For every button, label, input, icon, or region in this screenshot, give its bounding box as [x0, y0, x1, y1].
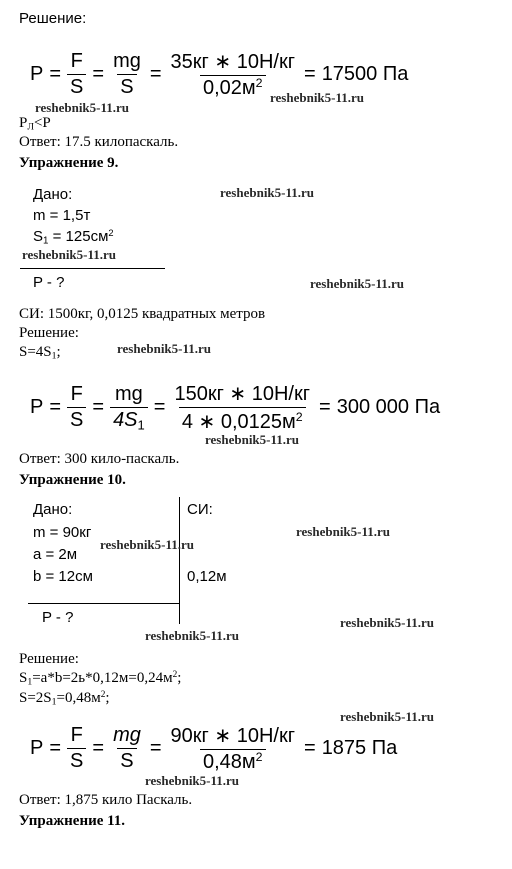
si-conversion: СИ: 1500кг, 0,0125 квадратных метров [19, 306, 266, 322]
fraction-mg-over-4s1: $\frac{mg}{4S_1}$ [110, 383, 148, 432]
watermark: reshebnik5-11.ru [117, 341, 212, 356]
fraction-values: $\frac{150кг ∗ 10Н/кг}{4 ∗ 0,0125м^2}$ [174, 382, 311, 433]
si-divider [179, 497, 180, 624]
pressure-comparison: $P_Л<P$ [19, 115, 51, 133]
given-divider [28, 603, 179, 604]
result-value: 300 000 Па [336, 395, 441, 418]
equals-sign: = [49, 62, 62, 85]
symbol-p: P [30, 62, 44, 85]
fraction-mg-over-s: $\frac{mg}{S}$ [113, 723, 141, 772]
given-a: a = 2м [33, 546, 78, 563]
result-value: 1875 Па [321, 736, 398, 759]
solution-heading-2: Решение: [19, 325, 79, 341]
answer-1: Ответ: 17.5 килопаскаль. [19, 134, 179, 150]
find-pressure: P - ? [42, 609, 74, 626]
given-title: Дано: [33, 501, 73, 518]
answer-2: Ответ: 300 кило-паскаль. [19, 451, 180, 467]
exercise-10-title: Упражнение 10. [19, 472, 126, 488]
fraction-f-over-s: $\frac{F}{S}$ [67, 50, 86, 99]
result-value: 17500 Па [321, 62, 409, 85]
formula-pressure-3: P = $\frac{F}{S}$ = $\frac{mg}{S}$ = $\frac{90кг ∗ 10Н/кг}{0,48м^2}$ = 1875 Па [30, 723, 398, 773]
si-title: СИ: [187, 501, 213, 518]
given-mass: m = 90кг [33, 524, 92, 541]
formula-pressure-2: P = $\frac{F}{S}$ = $\frac{mg}{4S_1}$ = $\frac{150кг ∗ 10Н/кг}{4 ∗ 0,0125м^2}$ = 300 000 Па [30, 382, 441, 433]
watermark: reshebnik5-11.ru [145, 773, 240, 788]
fraction-values: $\frac{35кг ∗ 10Н/кг}{0,02м^2}$ [170, 50, 295, 99]
equals-sign: = [149, 62, 162, 85]
solution-heading-3: Решение: [19, 651, 79, 667]
area-s1: $S_1=a*b=2ь*0,12м=0,24м^2$; [19, 669, 182, 688]
exercise-9-title: Упражнение 9. [19, 155, 119, 171]
equals-sign: = [92, 62, 105, 85]
given-divider [20, 268, 165, 269]
answer-3: Ответ: 1,875 кило Паскаль. [19, 792, 193, 808]
fraction-values: $\frac{90кг ∗ 10Н/кг}{0,48м^2}$ [170, 724, 295, 773]
si-b: 0,12м [187, 568, 227, 585]
find-pressure: P - ? [33, 274, 65, 291]
watermark: reshebnik5-11.ru [310, 276, 405, 291]
watermark: reshebnik5-11.ru [100, 537, 195, 552]
watermark: reshebnik5-11.ru [296, 524, 391, 539]
equals-sign: = [304, 62, 316, 85]
exercise-11-title: Упражнение 11. [19, 813, 126, 829]
watermark: reshebnik5-11.ru [145, 628, 240, 643]
area-relation: $S=4S_1$; [19, 344, 61, 362]
given-area: $S_1 = 125см^2$ [33, 227, 114, 247]
fraction-mg-over-s: $\frac{mg}{S}$ [113, 49, 141, 98]
fraction-f-over-s: $\frac{F}{S}$ [67, 383, 86, 432]
watermark: reshebnik5-11.ru [35, 100, 130, 115]
area-s: $S=2S_1=0,48м^2$; [19, 689, 110, 708]
given-b: b = 12см [33, 568, 93, 585]
solution-heading-1: Решение: [19, 10, 87, 27]
watermark: reshebnik5-11.ru [22, 247, 117, 262]
watermark: reshebnik5-11.ru [340, 615, 435, 630]
given-title: Дано: [33, 186, 73, 203]
watermark: reshebnik5-11.ru [205, 432, 300, 447]
watermark: reshebnik5-11.ru [270, 90, 365, 105]
given-mass: m = 1,5т [33, 207, 91, 224]
watermark: reshebnik5-11.ru [220, 185, 315, 200]
fraction-f-over-s: $\frac{F}{S}$ [67, 724, 86, 773]
watermark: reshebnik5-11.ru [340, 709, 435, 724]
